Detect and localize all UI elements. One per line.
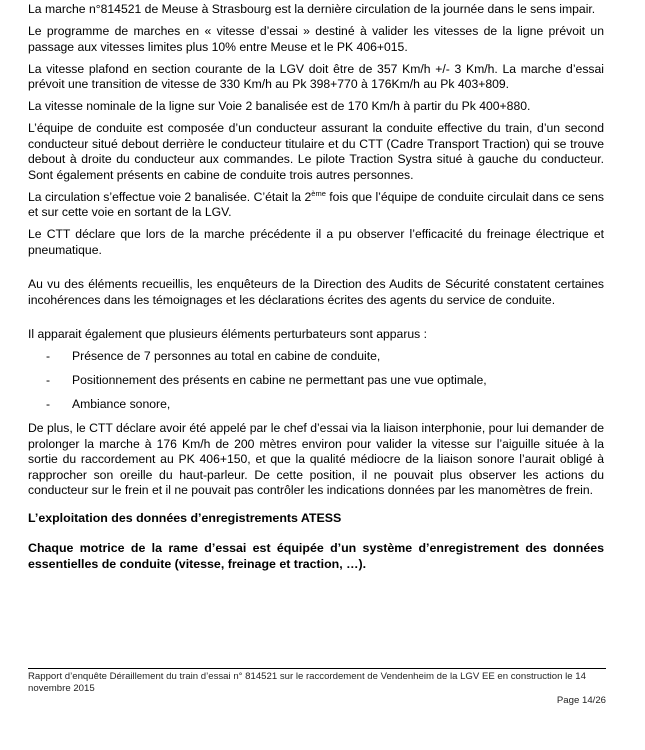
section-heading-atess: L’exploitation des données d’enregistrements ATESS <box>28 510 342 525</box>
section-heading-recording-system: Chaque motrice de la rame d’essai est équipée d’un système d’enregistrement des données essentielles de conduite (vitesse, freinage et traction, …). <box>28 541 604 571</box>
paragraph-nominal-speed: La vitesse nominale de la ligne sur Voie 2 banalisée est de 170 Km/h à partir du Pk 400+880. <box>28 99 531 113</box>
paragraph-braking-check: Le CTT déclare que lors de la marche précédente il a pu observer l’efficacité du freinage électrique et pneumatique. <box>28 227 604 257</box>
track-2-text-end: fois que l’équipe de conduite circulait dans ce sens et sur cette voie en sortant de la LGV. <box>28 189 604 219</box>
paragraph-track-2 <box>28 190 604 221</box>
paragraph-inconsistencies: Au vu des éléments recueillis, les enquêteurs de la Direction des Audits de Sécurité constatent certaines incohérences dans les témoignages et les déclarations écrites des agents du service de conduite. <box>28 277 604 307</box>
paragraph-max-speed: La vitesse plafond en section courante de la LGV doit être de 357 Km/h +/- 3 Km/h. La marche d’essai prévoit une transition de vitesse de 330 Km/h au Pk 398+770 à 176Km/h au Pk 403+809. <box>28 61 604 91</box>
paragraph-interphone: De plus, le CTT déclare avoir été appelé par le chef d’essai via la liaison interphonie, pour lui demander de prolonger la marche à 176 Km/h de 200 mètres environ pour valider la vitesse sur l’aiguille située à la sortie du raccordement au PK 406+150, et que la qualité médiocre de la liaison sonore l’aurait obligé à rapprocher son oreille du haut-parleur. De cette position, il ne pouvait plus observer les actions du conducteur sur le frein et il ne pouvait pas contrôler les indications données par les manomètres de frein. <box>28 421 604 497</box>
list-dash: - <box>46 349 51 363</box>
list-item-text: Ambiance sonore, <box>72 397 171 411</box>
page-number: Page 14/26 <box>556 695 606 706</box>
list-item-text: Présence de 7 personnes au total en cabine de conduite, <box>72 349 381 363</box>
ordinal-superscript: ème <box>311 188 326 198</box>
paragraph-driving-team: L’équipe de conduite est composée d’un conducteur assurant la conduite effective du train, d’un second conducteur situé debout derrière le conducteur titulaire et du CTT (Cadre Transport Traction) qui se trouve debout à droite du conducteur aux commandes. Le pilote Traction Systra situé à gauche du conducteur. Sont également présents en cabine de conduite trois autres personnes. <box>28 121 604 182</box>
track-2-text-start: La circulation s’effectue voie 2 banalisée. C’était la 2 <box>28 189 312 204</box>
paragraph-test-program: Le programme de marches en « vitesse d’essai » destiné à valider les vitesses de la ligne prévoit un passage aux vitesses limites plus 10% entre Meuse et le PK 406+015. <box>28 24 604 54</box>
disruptive-elements-list <box>28 349 604 413</box>
list-dash: - <box>46 373 51 387</box>
list-item <box>28 349 604 365</box>
footer-report-title: Rapport d’enquête Déraillement du train d’essai n° 814521 sur le raccordement de Vendenheim de la LGV EE en construction le 14 novembre 2015 <box>28 671 586 694</box>
list-item <box>28 373 604 389</box>
list-item-text: Positionnement des présents en cabine ne permettant pas une vue optimale, <box>72 373 487 387</box>
list-dash: - <box>46 397 51 411</box>
document-body <box>28 2 604 579</box>
paragraph-last-train: La marche n°814521 de Meuse à Strasbourg est la dernière circulation de la journée dans le sens impair. <box>28 2 596 16</box>
paragraph-disruptive-elements: Il apparait également que plusieurs éléments perturbateurs sont apparus : <box>28 327 428 341</box>
list-item <box>28 397 604 413</box>
footer-divider <box>28 668 606 669</box>
